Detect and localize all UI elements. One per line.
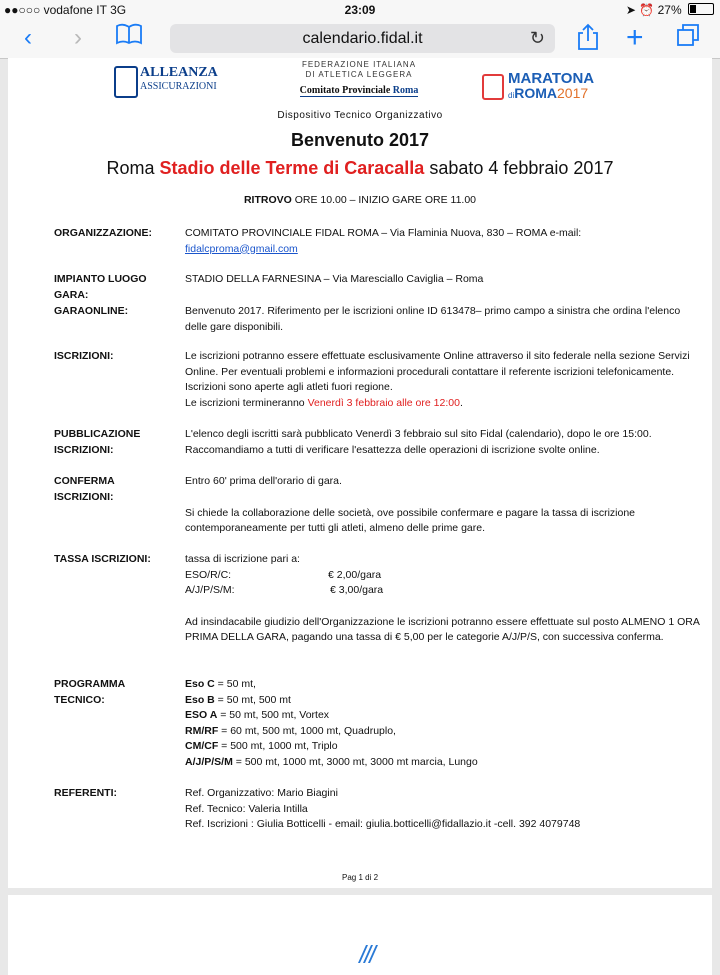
browser-toolbar — [0, 20, 720, 59]
alleanza-name: ALLEANZA — [140, 65, 218, 80]
pubblicazione-value: L'elenco degli iscritti sarà pubblicato Venerdì 3 febbraio sul sito Fidal (calendario), dopo le ore 15:00. Raccomandiamo a tutti di verificare l'esattezza delle operazioni di iscrizione svolte online. — [185, 428, 652, 456]
battery-percent: 27% — [657, 3, 682, 17]
bookmarks-button[interactable] — [116, 23, 142, 53]
conferma-label — [54, 474, 174, 505]
iscrizioni-end-post: . — [459, 396, 463, 409]
fidal-logo — [284, 60, 434, 97]
programma-item — [185, 739, 705, 755]
fidal-cp-b: Roma — [392, 85, 419, 96]
event-title: Benvenuto 2017 — [290, 130, 430, 150]
alleanza-logo — [118, 66, 218, 94]
tassa-row-1 — [185, 568, 705, 584]
book-icon — [116, 23, 142, 45]
programma-cat: ESO A — [185, 709, 218, 721]
fidal-cp — [300, 86, 419, 97]
fidal-cp-a: Comitato Provinciale — [299, 85, 391, 96]
tassa-note: Ad insindacabile giudizio dell'Organizzazione le iscrizioni potranno essere effettuate sul posto ALMENO 1 ORA PRIMA DELLA GARA, pagando una tassa di € 5,00 per le categorie A/J/P/S, con successiva conferma. — [185, 615, 700, 643]
new-tab-button[interactable]: + — [626, 21, 644, 54]
iscrizioni-deadline: Venerdì 3 febbraio alle ore 12:00 — [307, 396, 460, 409]
conferma-label-1: CONFERMA — [54, 475, 115, 487]
programma-events: = 500 mt, 1000 mt, 3000 mt, 3000 mt marcia, Lungo — [232, 755, 478, 768]
programma-label — [54, 677, 174, 708]
event-subtitle — [8, 158, 712, 179]
pubblicazione-label — [54, 427, 174, 458]
programma-item — [185, 724, 705, 740]
address-bar[interactable] — [170, 24, 555, 53]
maratona-year: 2017 — [557, 85, 589, 101]
conferma-label-2: ISCRIZIONI: — [54, 490, 114, 503]
programma-item — [185, 755, 705, 771]
forward-button[interactable]: › — [74, 24, 82, 51]
share-button[interactable] — [577, 23, 599, 59]
ritrovo-text: ORE 10.00 – INIZIO GARE ORE 11.00 — [291, 194, 477, 206]
organizzazione-email-link[interactable]: fidalcproma@gmail.com — [185, 242, 298, 255]
tassa-cat-1: ESO/R/C: — [185, 568, 232, 581]
programma-events: = 60 mt, 500 mt, 1000 mt, Quadruplo, — [218, 724, 396, 737]
conferma-value — [185, 474, 705, 537]
programma-events: = 50 mt, 500 mt — [214, 693, 291, 706]
programma-cat: CM/CF — [185, 740, 219, 752]
iscrizioni-value — [185, 349, 705, 411]
referente-item: Ref. Iscrizioni : Giulia Botticelli - email: giulia.botticelli@fidallazio.it -cell. 392 4079748 — [185, 818, 581, 830]
ritrovo-label: RITROVO — [243, 194, 292, 206]
tassa-price-2: € 3,00/gara — [330, 584, 384, 596]
programma-cat: Eso C — [185, 678, 215, 690]
programma-item — [185, 693, 705, 709]
programma-events: = 500 mt, 1000 mt, Triplo — [218, 740, 338, 752]
maratona-roma: ROMA — [514, 85, 558, 101]
referenti-value — [185, 786, 705, 833]
tassa-label: TASSA ISCRIZIONI: — [54, 553, 151, 565]
roma-pre: Roma — [106, 158, 160, 178]
tabs-icon — [676, 23, 700, 47]
programma-label-1: PROGRAMMA — [54, 678, 126, 690]
alleanza-emblem-icon — [114, 66, 138, 98]
impianto-value: STADIO DELLA FARNESINA – Via Maresciallo Caviglia – Roma — [185, 273, 484, 285]
programma-events: = 50 mt, 500 mt, Vortex — [217, 709, 330, 721]
dispositivo-heading: Dispositivo Tecnico Organizzativo — [277, 110, 443, 121]
carrier-label: ●●○○○ vodafone IT 3G — [4, 3, 127, 17]
conferma-text-1: Entro 60' prima dell'orario di gara. — [185, 475, 342, 487]
maratona-logo — [486, 72, 594, 103]
referente-item: Ref. Tecnico: Valeria Intilla — [185, 802, 308, 815]
impianto-label-1: IMPIANTO LUOGO — [54, 273, 147, 285]
programma-item — [185, 708, 705, 724]
referente-item: Ref. Organizzativo: Mario Biagini — [185, 787, 338, 799]
roma-stadio: Stadio delle Terme di Caracalla — [159, 158, 425, 178]
location-icon: ➤ — [625, 3, 636, 17]
pdf-page-2 — [8, 895, 712, 975]
impianto-label-2: GARA: — [54, 288, 89, 301]
conferma-text-2: Si chiede la collaborazione delle società, ove possibile confermare e pagare la tassa di iscrizione contemporaneamente per tutti gli atleti, almeno delle prime gare. — [185, 506, 636, 534]
ritrovo-line — [8, 194, 712, 206]
maratona-di: di — [508, 91, 515, 100]
battery-icon — [688, 3, 714, 15]
programma-value — [185, 677, 705, 770]
programma-cat: Eso B — [185, 693, 215, 706]
logos-header — [8, 58, 712, 108]
alleanza-sub: ASSICURAZIONI — [140, 81, 217, 92]
pdf-page-1 — [8, 58, 712, 888]
programma-label-2: TECNICO: — [54, 693, 105, 706]
alarm-icon: ⏰ — [639, 3, 655, 17]
iscrizioni-label: ISCRIZIONI: — [54, 350, 114, 362]
organizzazione-text: COMITATO PROVINCIALE FIDAL ROMA – Via Flaminia Nuova, 830 – ROMA e-mail: — [185, 227, 582, 239]
maratona-title: MARATONA — [508, 70, 595, 87]
tassa-value — [185, 552, 705, 646]
reload-icon[interactable]: ↻ — [529, 28, 545, 48]
pubblicazione-label-2: ISCRIZIONI: — [54, 443, 114, 456]
tabs-button[interactable] — [676, 23, 700, 55]
roma-post: sabato 4 febbraio 2017 — [424, 158, 614, 178]
referenti-label: REFERENTI: — [54, 787, 117, 799]
back-button[interactable]: ‹ — [24, 24, 32, 51]
iscrizioni-text: Le iscrizioni potranno essere effettuate esclusivamente Online attraverso il sito federale nella sezione Servizi Online. Per eventuali problemi e informazioni procedurali contattare il referente iscrizioni telefonicamente. Iscrizioni sono aperte agli atleti fuori regione. — [185, 350, 690, 393]
iscrizioni-end-pre: Le iscrizioni termineranno — [185, 396, 308, 409]
status-right — [626, 3, 714, 17]
page2-logo-icon — [348, 943, 388, 963]
maratona-sub — [508, 86, 594, 103]
programma-cat: A/J/P/S/M — [185, 755, 233, 768]
programma-item — [185, 677, 705, 693]
garaonline-value: Benvenuto 2017. Riferimento per le iscrizioni online ID 613478– primo campo a sinistra che ordina l'elenco delle gare disponibili. — [185, 305, 681, 333]
tassa-cat-2: A/J/P/S/M: — [185, 584, 235, 596]
garaonline-label: GARAONLINE: — [54, 305, 129, 317]
fidal-line1: FEDERAZIONE ITALIANA — [301, 60, 417, 69]
tassa-row-2 — [185, 583, 705, 599]
tassa-intro: tassa di iscrizione pari a: — [185, 553, 300, 565]
share-icon — [577, 23, 599, 51]
impianto-label — [54, 272, 174, 303]
pubblicazione-label-1: PUBBLICAZIONE — [54, 428, 141, 440]
url-text: calendario.fidal.it — [302, 30, 423, 47]
tassa-price-1: € 2,00/gara — [328, 568, 382, 581]
status-bar — [0, 0, 720, 20]
clock: 23:09 — [344, 3, 376, 17]
programma-events: = 50 mt, — [214, 678, 256, 690]
maratona-runner-icon — [482, 74, 504, 100]
organizzazione-value — [185, 226, 705, 257]
page-number: Pag 1 di 2 — [341, 873, 379, 882]
organizzazione-label: ORGANIZZAZIONE: — [54, 227, 152, 239]
fidal-line2: DI ATLETICA LEGGERA — [305, 70, 413, 79]
programma-cat: RM/RF — [185, 724, 219, 737]
